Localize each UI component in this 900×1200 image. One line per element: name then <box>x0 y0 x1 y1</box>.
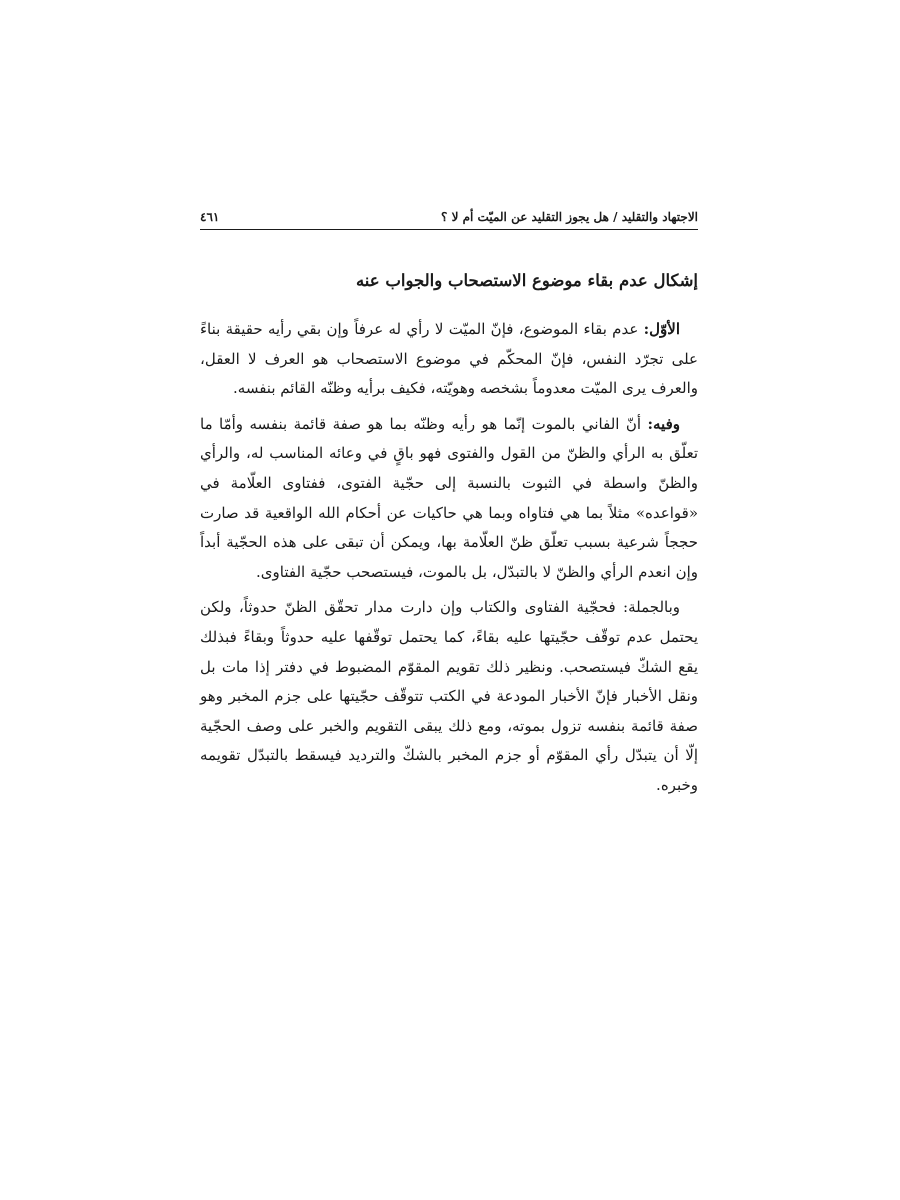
header-rule <box>200 229 698 230</box>
section-title: إشكال عدم بقاء موضوع الاستصحاب والجواب عنه <box>355 271 698 290</box>
page-number: ٤٦١ <box>200 210 220 224</box>
paragraph-text: أنّ الفاني بالموت إنّما هو رأيه وظنّه بما هو صفة قائمة بنفسه وأمّا ما تعلّق به الرأي والظنّ من القول والفتوى فهو باقٍ في وعائه المناسب له، والرأي والظنّ واسطة في الثبوت بالنسبة إلى حجّية الفتوى، ففتاوى العلّامة في «قواعده» مثلاً بما هي فتاواه وبما هي حاكيات عن أحكام الله الواقعية قد صارت حججاً شرعية بسبب تعلّق ظنّ العلّامة بها، ويمكن أن تبقى على هذه الحجّية أبداً وإن انعدم الرأي والظنّ لا بالتبدّل، بل بالموت، فيستصحب حجّية الفتاوى. <box>200 414 698 581</box>
paragraph-lead: الأوّل: <box>643 320 680 338</box>
paragraph <box>200 593 698 800</box>
paragraph-text: وبالجملة: فحجّية الفتاوى والكتاب وإن دارت مدار تحقّق الظنّ حدوثاً، ولكن يحتمل عدم توقّف حجّيتها عليه بقاءً، كما يحتمل توقّفها عليه حدوثاً وبقاءً فبذلك يقع الشكّ فيستصحب. ونظير ذلك تقويم المقوّم المضبوط في دفتر إذا مات بل ونقل الأخبار فإنّ الأخبار المودعة في الكتب تتوقّف حجّيتها على جزم المخبر وهو صفة قائمة بنفسه تزول بموته، ومع ذلك يبقى التقويم والخبر على وصف الحجّية إلّا أن يتبدّل رأي المقوّم أو جزم المخبر بالشكّ والترديد فيسقط بالتبدّل تقويمه وخبره. <box>200 598 698 794</box>
running-header <box>200 203 698 227</box>
running-title: الاجتهاد والتقليد / هل يجوز التقليد عن الميّت أم لا ؟ <box>441 210 698 224</box>
page-body <box>200 266 698 807</box>
paragraph <box>200 315 698 404</box>
paragraph <box>200 410 698 588</box>
paragraph-lead: وفيه: <box>647 414 680 433</box>
paragraph-text: عدم بقاء الموضوع، فإنّ الميّت لا رأي له عرفاً وإن بقي رأيه حقيقة بناءً على تجرّد النفس، فإنّ المحكّم في موضوع الاستصحاب هو العرف لا العقل، والعرف يرى الميّت معدوماً بشخصه وهويّته، فكيف برأيه وظنّه القائم بنفسه. <box>200 320 698 398</box>
